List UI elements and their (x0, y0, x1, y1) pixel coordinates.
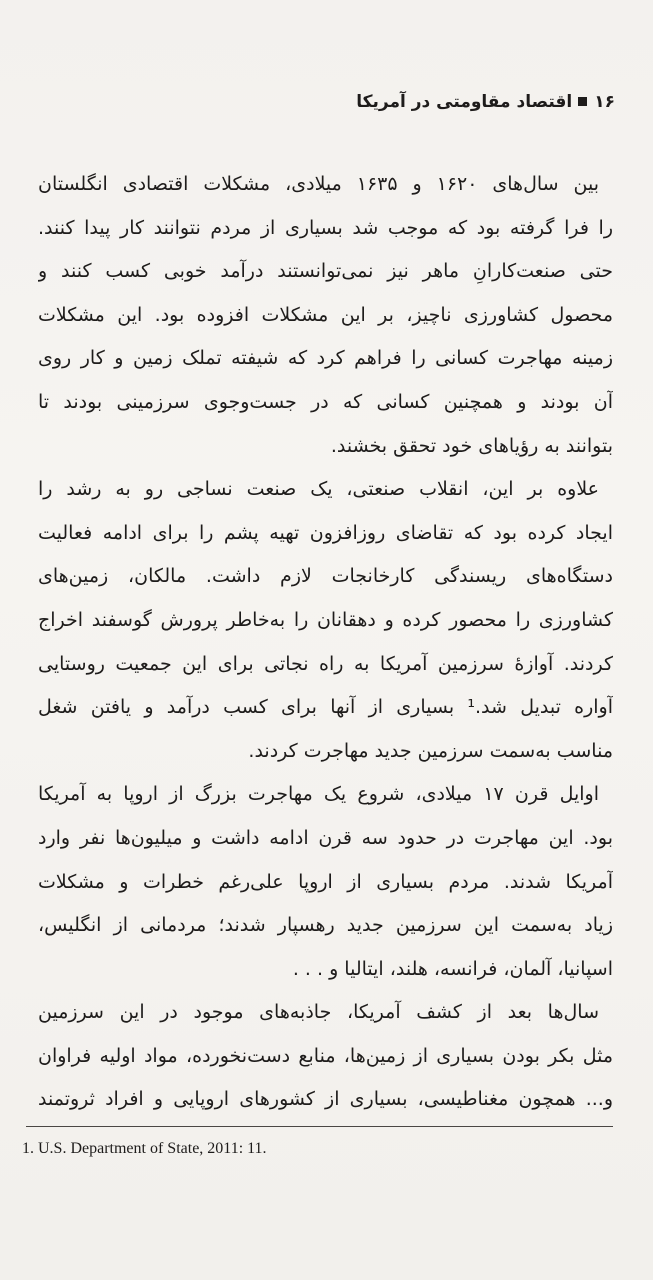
text-line: زمینه مهاجرت کسانی را فراهم کرد که شیفته تملک زمین و کار روی (38, 347, 613, 370)
text-line: آن بودند و همچنین کسانی که در جست‌وجوی سرزمینی بودند تا (38, 390, 613, 413)
text-line: بتوانند به رؤیاهای خود تحقق بخشند. (330, 434, 613, 457)
text-line: آمریکا شدند. مردم بسیاری از اروپا علی‌رغم خطرات و مشکلات (38, 870, 613, 893)
footnote: 1. U.S. Department of State, 2011: 11. (22, 1140, 267, 1157)
paragraph-4 (38, 991, 613, 1122)
running-head (38, 92, 615, 112)
text-line: ایجاد کرده بود که تقاضای روزافزون تهیه پشم را برای ادامه فعالیت (38, 521, 613, 544)
footnote-divider (26, 1126, 613, 1127)
text-line: و... همچون مغناطیسی، بسیاری از کشورهای اروپایی و افراد ثروتمند (38, 1088, 613, 1111)
page-number: ۱۶ (594, 92, 615, 112)
paragraph-2 (38, 468, 613, 773)
text-line: اوایل قرن ۱۷ میلادی، شروع یک مهاجرت بزرگ از اروپا به آمریکا (38, 783, 600, 806)
text-line: کشاورزی را محصور کرده و دهقانان را به‌خاطر پرورش گوسفند اخراج (38, 608, 613, 631)
square-bullet-icon (578, 97, 587, 106)
text-line: دستگاه‌های ریسندگی کارخانجات لازم داشت. مالکان، زمین‌های (38, 565, 613, 588)
paragraph-1 (38, 163, 613, 468)
text-line: اسپانیا، آلمان، فرانسه، هلند، ایتالیا و . . . (292, 957, 613, 980)
text-line: مناسب به‌سمت سرزمین جدید مهاجرت کردند. (248, 739, 613, 762)
text-line: زیاد به‌سمت این سرزمین جدید رهسپار شدند؛ مردمانی از انگلیس، (38, 914, 613, 937)
body-text (38, 163, 613, 1122)
running-head-title: اقتصاد مقاومتی در آمریکا (356, 92, 573, 112)
text-line: را فرا گرفته بود که موجب شد بسیاری از مردم نتوانند کار پیدا کنند. (38, 216, 613, 239)
text-line: مثل بکر بودن بسیاری از زمین‌ها، منابع دست‌نخورده، مواد اولیه فراوان (38, 1044, 613, 1067)
paragraph-3 (38, 773, 613, 991)
text-line: بین سال‌های ۱۶۲۰ و ۱۶۳۵ میلادی، مشکلات اقتصادی انگلستان (38, 173, 599, 195)
text-line: محصول کشاورزی ناچیز، بر این مشکلات افزوده بود. این مشکلات (38, 303, 613, 326)
text-line: بود. این مهاجرت در حدود سه قرن ادامه داشت و میلیون‌ها نفر وارد (38, 826, 613, 849)
text-line: کردند. آوازهٔ سرزمین آمریکا به راه نجاتی برای این جمعیت روستایی (38, 652, 613, 675)
text-line: آواره تبدیل شد.¹ بسیاری از آنها برای کسب درآمد و یافتن شغل (38, 696, 613, 719)
text-line: حتی صنعت‌کارانِ ماهر نیز نمی‌توانستند درآمد خوبی کسب کنند و (38, 260, 613, 283)
text-line: سال‌ها بعد از کشف آمریکا، جاذبه‌های موجود در این سرزمین (38, 1001, 599, 1024)
text-line: علاوه بر این، انقلاب صنعتی، یک صنعت نساجی رو به رشد را (38, 478, 599, 501)
